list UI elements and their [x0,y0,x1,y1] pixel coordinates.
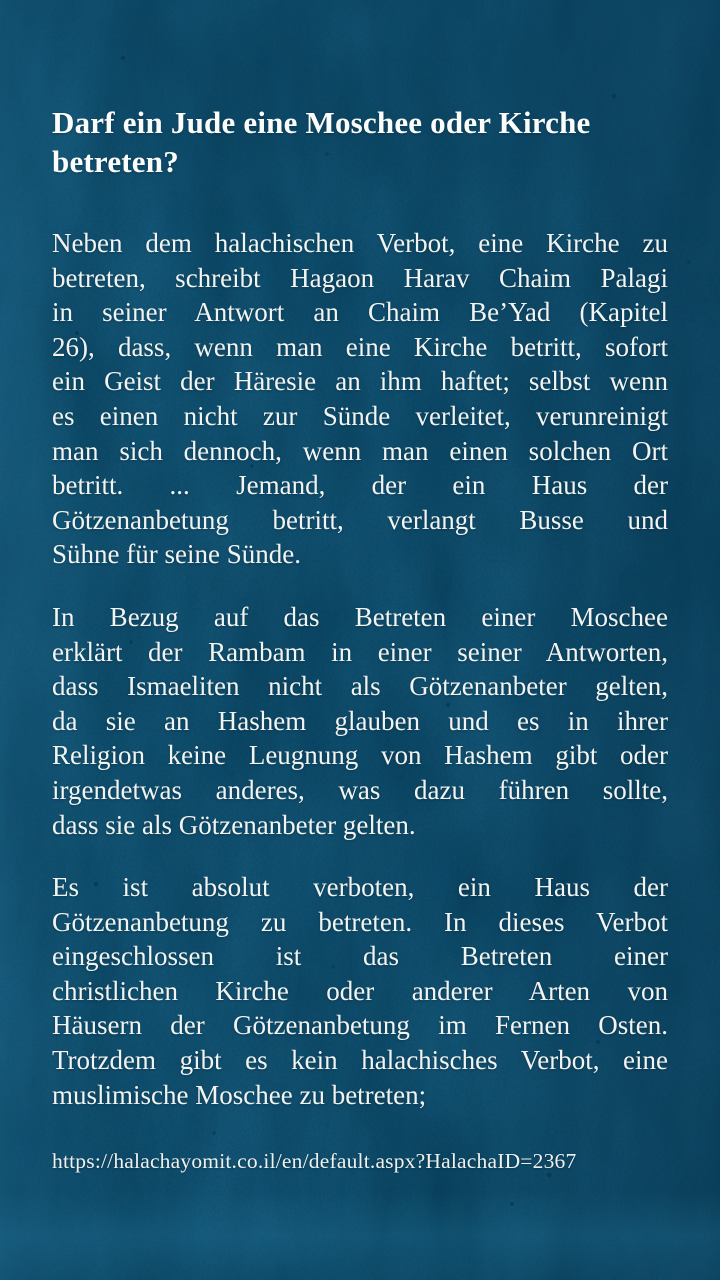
text-line: Häusern der Götzenanbetung im Fernen Osten. [52,1010,668,1041]
text-line: in seiner Antwort an Chaim Be’Yad (Kapitel [52,297,668,328]
text-line: Religion keine Leugnung von Hashem gibt oder [52,740,668,771]
paragraph-2 [52,600,668,842]
text-line: Neben dem halachischen Verbot, eine Kirche zu [52,228,668,258]
text-line: Götzenanbetung zu betreten. In dieses Verbot [52,906,668,937]
source-url: https://halachayomit.co.il/en/default.aspx?HalachaID=2367 [52,1149,577,1174]
text-line: dass sie als Götzenanbeter gelten. [52,809,416,840]
title-line: Darf ein Jude eine Moschee oder Kirche [52,105,591,140]
page-title [52,103,668,181]
text-line: In Bezug auf das Betreten einer Moschee [52,601,668,632]
text-line: Sühne für seine Sünde. [52,539,301,570]
text-line: betritt. ... Jemand, der ein Haus der [52,470,668,501]
text-line: dass Ismaeliten nicht als Götzenanbeter gelten, [52,671,668,702]
text-line: muslimische Moschee zu betreten; [52,1079,427,1110]
text-line: erklärt der Rambam in einer seiner Antworten, [52,636,668,667]
text-line: man sich dennoch, wenn man einen solchen Ort [52,435,668,466]
text-line: da sie an Hashem glauben und es in ihrer [52,705,668,736]
text-line: ein Geist der Häresie an ihm haftet; selbst wenn [52,366,668,397]
paragraph-1 [52,226,668,572]
text-line: Götzenanbetung betritt, verlangt Busse und [52,504,668,535]
text-line: christlichen Kirche oder anderer Arten von [52,975,668,1006]
text-line: 26), dass, wenn man eine Kirche betritt, sofort [52,331,668,362]
text-line: irgendetwas anderes, was dazu führen sollte, [52,774,668,805]
text-line: Trotzdem gibt es kein halachisches Verbot, eine [52,1045,668,1076]
paragraph-3 [52,870,668,1112]
title-line: betreten? [52,144,179,179]
text-line: es einen nicht zur Sünde verleitet, verunreinigt [52,400,668,431]
text-line: betreten, schreibt Hagaon Harav Chaim Palagi [52,262,668,293]
text-line: Es ist absolut verboten, ein Haus der [52,872,668,903]
text-line: eingeschlossen ist das Betreten einer [52,941,668,972]
